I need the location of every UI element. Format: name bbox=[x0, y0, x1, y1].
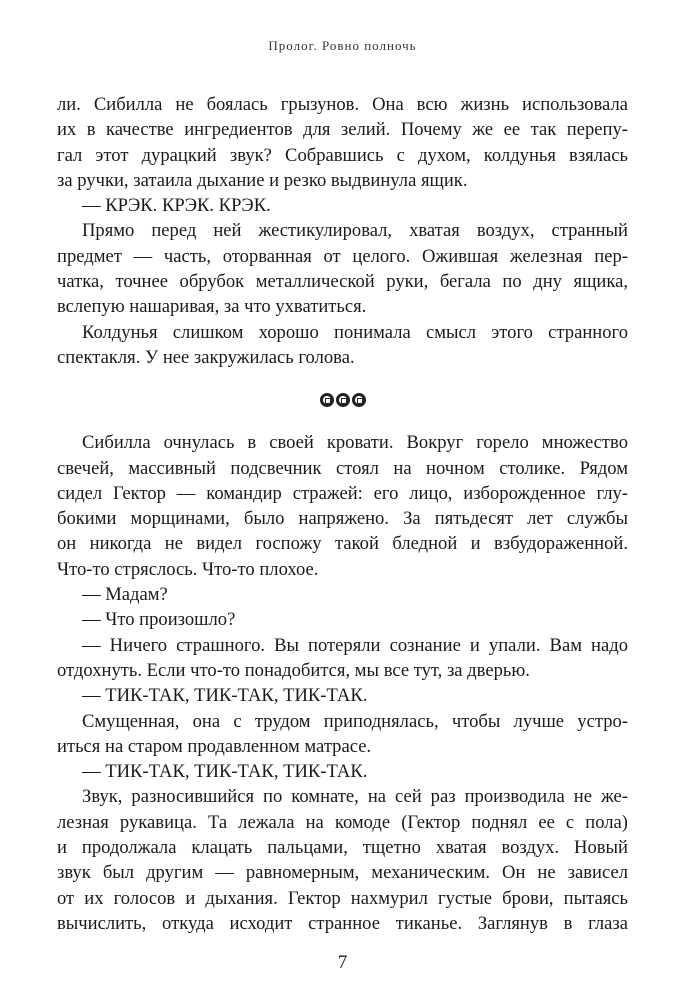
page-number: 7 bbox=[337, 952, 348, 973]
gear-icon bbox=[352, 393, 366, 407]
gear-icon bbox=[336, 393, 350, 407]
text-line: — ТИК-ТАК, ТИК-ТАК, ТИК-ТАК. bbox=[82, 761, 368, 783]
text-line: — Ничего страшного. Вы потеряли сознание и упали. Вам надо bbox=[82, 634, 628, 656]
text-line: вслепую нашаривая, за что ухватиться. bbox=[57, 296, 367, 318]
text-block-2 bbox=[57, 430, 628, 936]
text-line: за ручки, затаила дыхание и резко выдвинула ящик. bbox=[57, 169, 468, 191]
paragraph bbox=[57, 320, 628, 371]
text-line: отдохнуть. Если что-то понадобится, мы все тут, за дверью. bbox=[57, 659, 530, 681]
text-line: вычислить, откуда исходит странное тиканье. Заглянув в глаза bbox=[57, 912, 628, 934]
text-line: — Что произошло? bbox=[82, 609, 236, 631]
text-line: бокими морщинами, было напряжено. За пятьдесят лет службы bbox=[57, 508, 628, 530]
gear-icon bbox=[320, 393, 334, 407]
paragraph bbox=[57, 607, 628, 632]
body-text bbox=[57, 92, 628, 936]
text-line: Звук, разносившийся по комнате, на сей раз производила не же- bbox=[82, 786, 628, 808]
text-line: Смущенная, она с трудом приподнялась, чтобы лучше устро- bbox=[82, 710, 628, 732]
paragraph bbox=[57, 193, 628, 218]
paragraph bbox=[57, 683, 628, 708]
paragraph bbox=[57, 430, 628, 582]
text-line: Прямо перед ней жестикулировал, хватая воздух, странный bbox=[82, 220, 628, 242]
text-line: и продолжала клацать пальцами, тщетно хватая воздух. Новый bbox=[57, 837, 628, 859]
paragraph bbox=[57, 92, 628, 193]
text-line: Что-то стряслось. Что-то плохое. bbox=[57, 558, 319, 580]
text-line: ли. Сибилла не боялась грызунов. Она всю жизнь использовала bbox=[57, 94, 628, 115]
running-header: Пролог. Ровно полночь bbox=[268, 38, 417, 53]
text-line: — ТИК-ТАК, ТИК-ТАК, ТИК-ТАК. bbox=[82, 685, 368, 707]
text-line: он никогда не видел госпожу такой бледной и взбудораженной. bbox=[57, 533, 628, 555]
text-line: их в качестве ингредиентов для зелий. Почему же ее так перепу- bbox=[57, 119, 628, 141]
text-line: сидел Гектор — командир стражей: его лицо, изборожденное глу- bbox=[57, 482, 628, 504]
text-line: свечей, массивный подсвечник стоял на ночном столике. Рядом bbox=[57, 457, 628, 479]
paragraph bbox=[57, 759, 628, 784]
text-block-1 bbox=[57, 92, 628, 370]
text-line: лезная рукавица. Та лежала на комоде (Гектор поднял ее с пола) bbox=[57, 811, 628, 833]
paragraph bbox=[57, 633, 628, 684]
paragraph bbox=[57, 218, 628, 319]
text-line: чатка, точнее обрубок металлической руки, бегала по дну ящика, bbox=[57, 271, 628, 293]
text-line: Колдунья слишком хорошо понимала смысл этого странного bbox=[82, 321, 628, 343]
text-line: предмет — часть, оторванная от целого. Ожившая железная пер- bbox=[57, 245, 628, 267]
text-line: — Мадам? bbox=[82, 584, 168, 606]
text-line: Сибилла очнулась в своей кровати. Вокруг горело множество bbox=[82, 432, 628, 454]
paragraph bbox=[57, 784, 628, 936]
text-line: иться на старом продавленном матрасе. bbox=[57, 735, 372, 757]
paragraph bbox=[57, 582, 628, 607]
paragraph bbox=[57, 709, 628, 760]
text-line: — КРЭК. КРЭК. КРЭК. bbox=[82, 195, 271, 217]
text-line: спектакля. У нее закружилась голова. bbox=[57, 346, 355, 368]
text-line: звук был другим — равномерным, механическим. Он не зависел bbox=[57, 862, 628, 884]
text-line: от их голосов и дыхания. Гектор нахмурил густые брови, пытаясь bbox=[57, 887, 628, 909]
text-line: гал этот дурацкий звук? Собравшись с духом, колдунья взялась bbox=[57, 144, 628, 166]
section-ornament bbox=[57, 370, 628, 430]
